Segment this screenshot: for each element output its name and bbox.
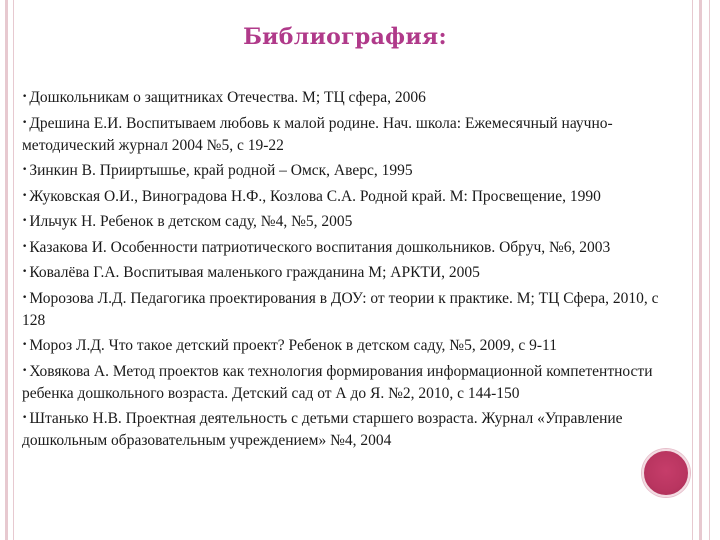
left-decorative-line — [13, 0, 14, 540]
bullet-icon: • — [22, 92, 28, 102]
bullet-icon: • — [22, 165, 28, 175]
bullet-icon: • — [22, 117, 28, 128]
bibliography-item-text: Ховякова А. Метод проектов как технология формирования информационной компетентности ребенка дошкольного возраста. Детский сад от А до Я. №2, 2010, с 144-150 — [22, 362, 653, 402]
bullet-icon: • — [22, 216, 28, 226]
bibliography-item — [22, 287, 662, 332]
bullet-icon: • — [22, 241, 28, 252]
bullet-icon: • — [22, 190, 28, 201]
bibliography-item-text: Жуковская О.И., Виноградова Н.Ф., Козлова С.А. Родной край. М: Просвещение, 1990 — [29, 187, 601, 205]
right-decorative-line — [692, 0, 693, 540]
bibliography-item-text: Дошкольникам о защитниках Отечества. М; ТЦ сфера, 2006 — [29, 89, 426, 106]
bullet-icon: • — [22, 292, 28, 303]
bibliography-item — [22, 210, 662, 233]
bibliography-item — [22, 185, 662, 208]
bullet-icon: • — [22, 340, 28, 350]
bibliography-list — [22, 86, 662, 455]
bibliography-item-text: Ковалёва Г.А. Воспитывая маленького гражданина М; АРКТИ, 2005 — [29, 264, 480, 281]
bibliography-item — [22, 86, 662, 109]
bullet-icon: • — [22, 365, 28, 376]
bibliography-item — [22, 261, 662, 284]
bullet-icon: • — [22, 267, 28, 277]
right-decorative-line-outer — [709, 0, 710, 540]
bibliography-item-text: Дрешина Е.И. Воспитываем любовь к малой родине. Нач. школа: Ежемесячный научно-методический журнал 2004 №5, с 19-22 — [22, 114, 613, 154]
decorative-circle-icon — [642, 449, 690, 497]
bibliography-item-text: Казакова И. Особенности патриотического воспитания дошкольников. Обруч, №6, 2003 — [29, 238, 611, 256]
left-decorative-stripe — [5, 0, 8, 540]
bibliography-item — [22, 334, 662, 357]
bibliography-item — [22, 236, 662, 259]
slide-title: Библиография: — [243, 24, 447, 50]
bibliography-item — [22, 407, 662, 452]
bibliography-item — [22, 112, 662, 157]
right-decorative-stripe — [699, 0, 702, 540]
bullet-icon: • — [22, 413, 28, 423]
bibliography-item-text: Ильчук Н. Ребенок в детском саду, №4, №5, 2005 — [29, 213, 353, 230]
bibliography-item-text: Морозова Л.Д. Педагогика проектирования в ДОУ: от теории к практике. М; ТЦ Сфера, 2010, с 128 — [22, 289, 659, 329]
bibliography-item-text: Зинкин В. Прииртышье, край родной – Омск, Аверс, 1995 — [29, 162, 413, 179]
bibliography-item-text: Мороз Л.Д. Что такое детский проект? Ребенок в детском саду, №5, 2009, с 9-11 — [29, 337, 557, 354]
bibliography-item — [22, 159, 662, 182]
bibliography-item-text: Штанько Н.В. Проектная деятельность с детьми старшего возраста. Журнал «Управление дошкольным образовательным учреждением» №4, 2004 — [22, 410, 623, 449]
bibliography-item — [22, 360, 662, 405]
